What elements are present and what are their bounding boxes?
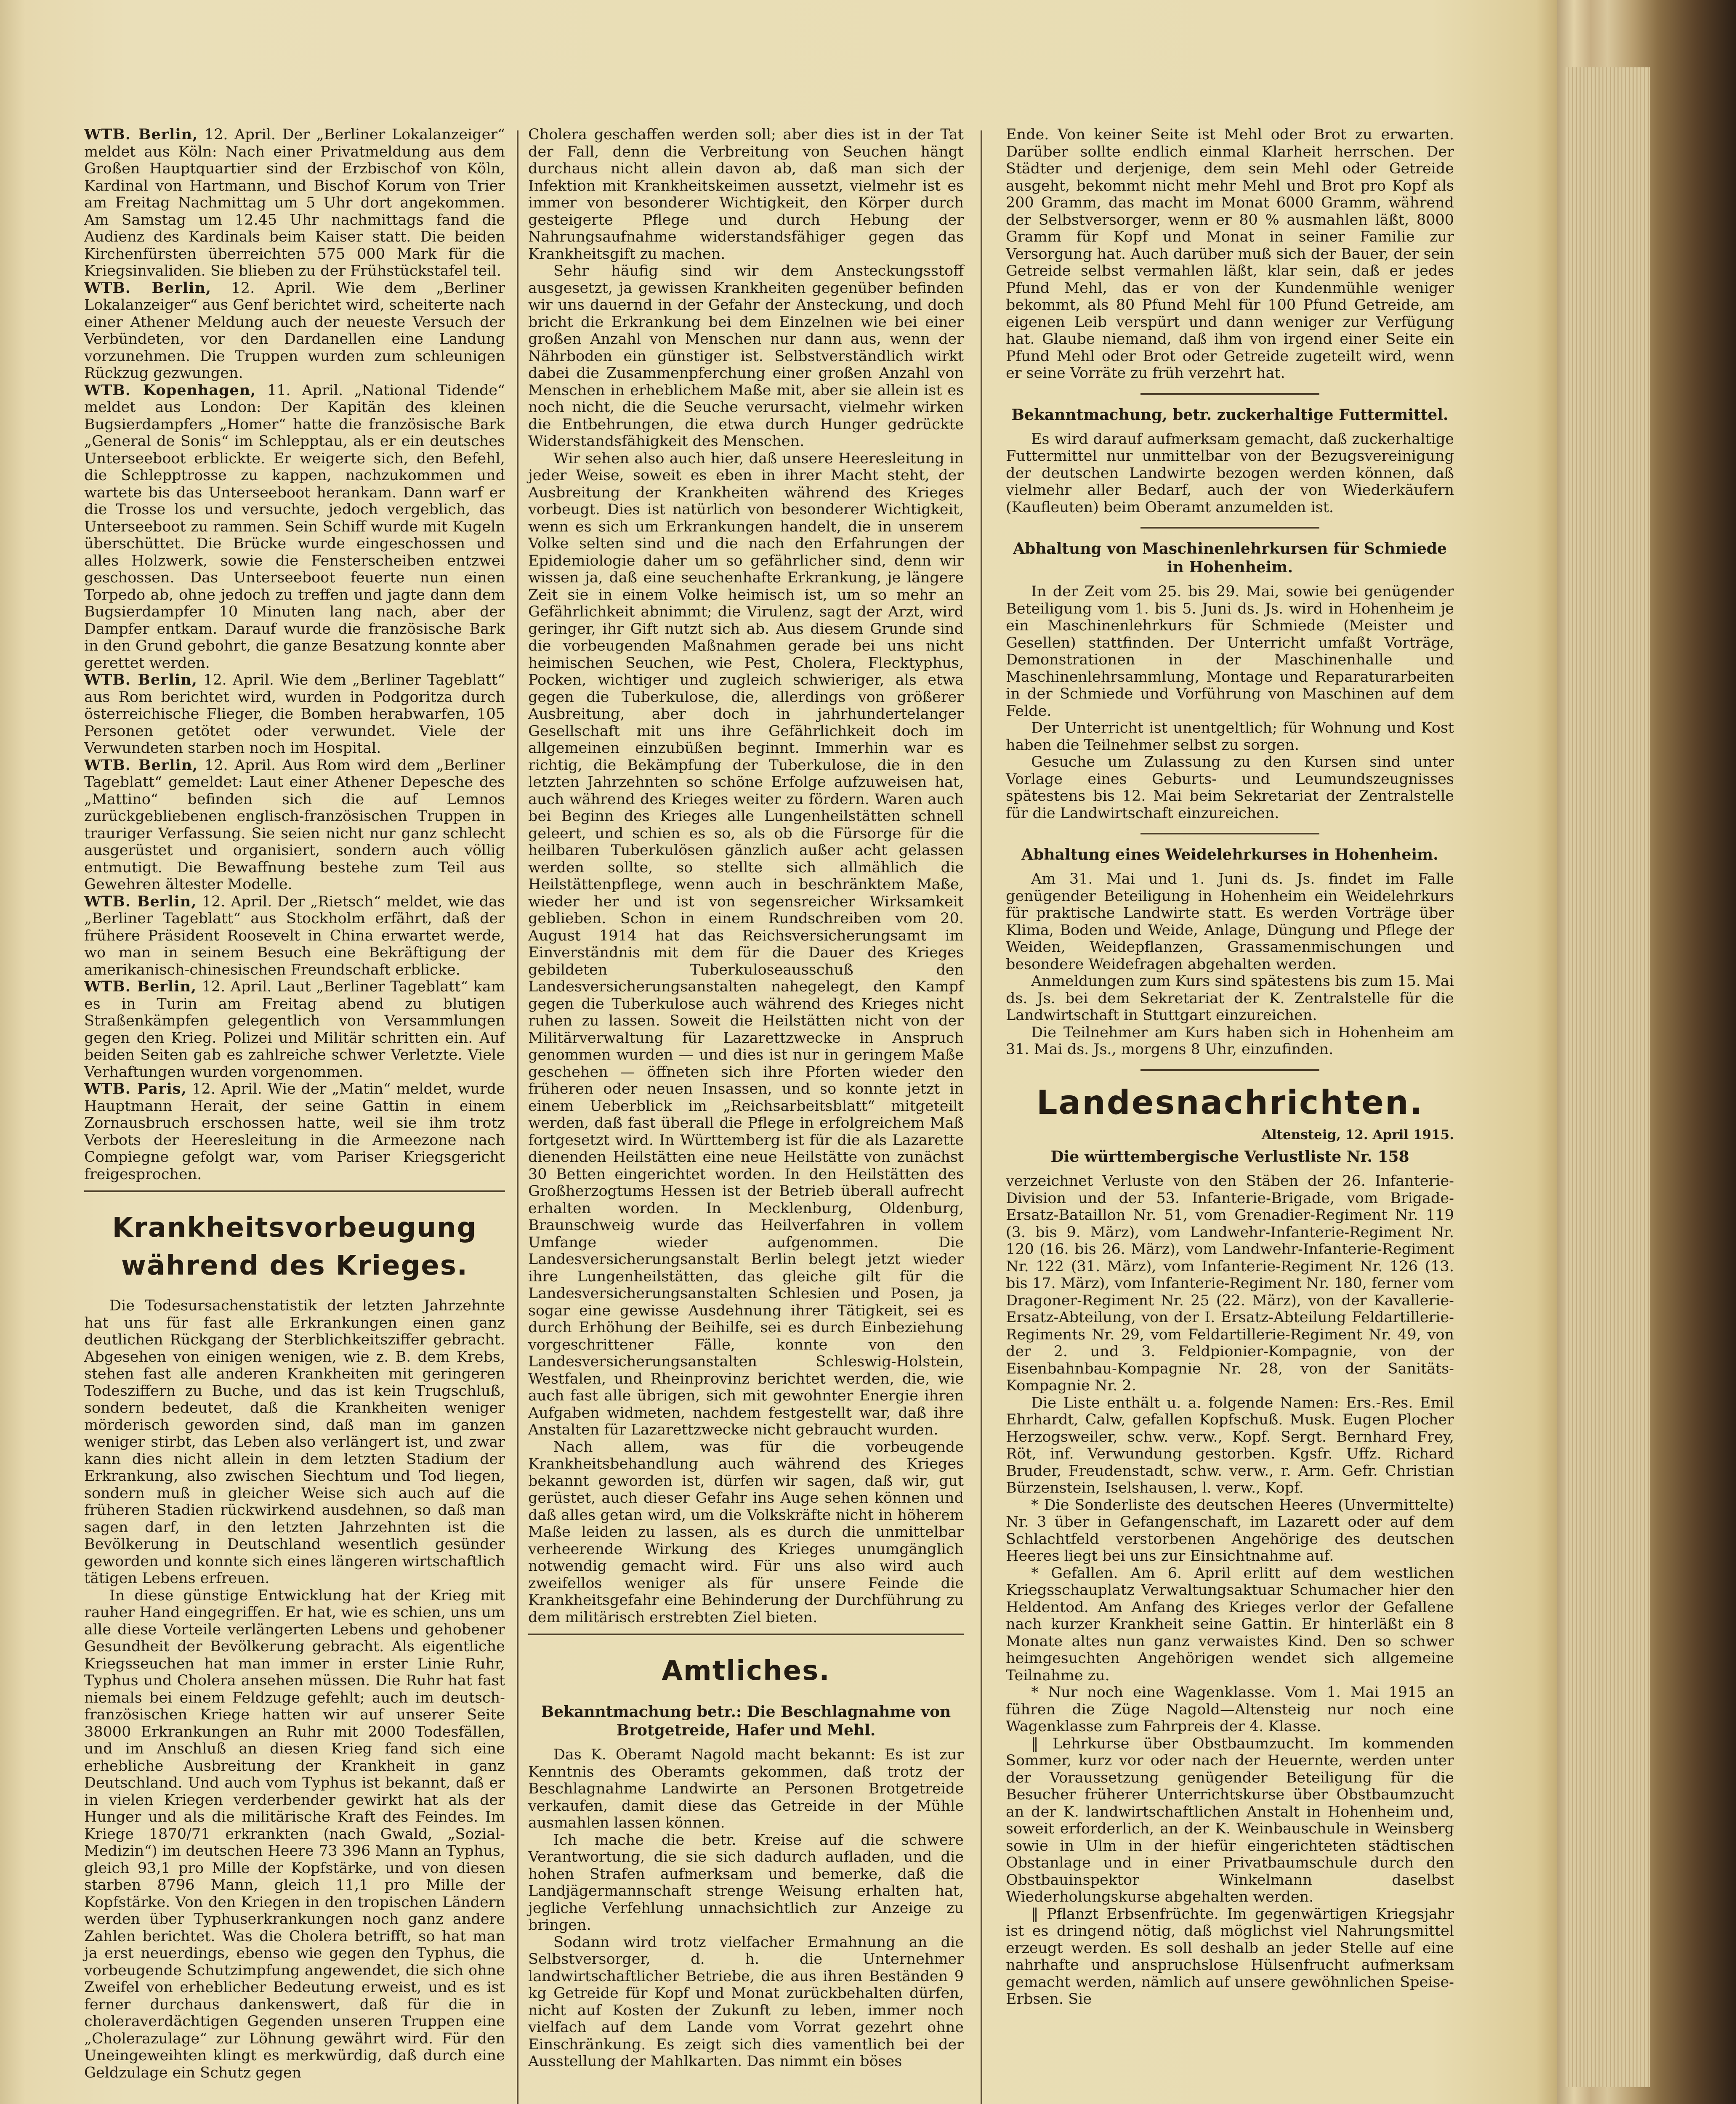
news-text: 12. April. Wie dem „Berliner Tageblatt“ aus Rom berichtet wird, wurden in Podgoritza durch österreichische Flieger, die Bomben herabwarfen, 105 Personen getötet oder verwundet. Viele der Verwundeten starben noch im Hospital. [84,672,505,757]
landesnachrichten-title: Landesnachrichten. [1036,1084,1424,1122]
news-lead: WTB. Berlin, [84,279,212,297]
section-divider [528,1634,964,1635]
bekanntmachung-title: Bekanntmachung betr.: Die Beschlagnahme von Brotgetreide, Hafer und Mehl. [541,1703,951,1739]
notice-paragraph: Sodann wird trotz vielfacher Ermahnung an die Selbstversorger, d. h. die Unternehmer landwirtschaftlicher Betriebe, die aus ihren Beständen 9 kg Getreide für Kopf und Monat zurückbehalten dürfen, nicht auf Kosten der Zukunft zu leben, immer noch vielfach auf dem Lande vom Vorrat gezehrt ohne Einschränkung. Es zeigt sich dies vamentlich bei der Ausstellung der Mahlkarten. Das nimmt ein böses [528,1934,964,2070]
article-paragraph: Wir sehen also auch hier, daß unsere Heeresleitung in jeder Weise, soweit es eben in ihrer Macht steht, der Ausbreitung der Krankheiten während des Krieges vorbeugt. Dies ist natürlich von besonderer Wichtigkeit, wenn es sich um Erkrankungen handelt, die in unserem Volke selten sind und die nach den Erfahrungen der Epidemiologie daher um so gefährlicher sind, denn wir wissen ja, daß eine seuchenhafte Erkrankung, je längere Zeit sie in einem Volke heimisch ist, um so mehr an Gefährlichkeit abnimmt; die Virulenz, sagt der Arzt, wird geringer, ihr Gift nutzt sich ab. Aus diesem Grunde sind die vorbeugenden Maßnahmen gerade bei uns nicht heimischen Seuchen, wie Pest, Cholera, Flecktyphus, Pocken, wichtiger und zugleich schwieriger, als etwa gegen die Tuberkulose, die, allerdings von größerer Ausbreitung, aber doch in jahrhundertelanger Gesellschaft mit uns ihre Gefährlichkeit doch im allgemeinen einzubüßen beginnt. Immerhin war es richtig, die Bekämpfung der Tuberkulose, die in den letzten Jahrzehnten so schöne Erfolge aufzuweisen hat, auch während des Krieges weiter zu fördern. Waren auch bei Beginn des Krieges alle Lungenheilstätten schnell geleert, und schien es so, als ob die Fürsorge für die heilbaren Tuberkulösen gänzlich außer acht gelassen werden sollte, so stellte sich allmählich die Heilstättenpflege, wenn auch in beschränktem Maße, wieder her und ist von segensreicher Wirksamkeit geblieben. Schon in einem Rundschreiben vom 20. August 1914 hat das Reichsversicherungsamt im Einverständnis mit dem für die Dauer des Krieges gebildeten Tuberkuloseausschuß den Landesversicherungsanstalten nahegelegt, den Kampf gegen die Tuberkulose auch während des Krieges nicht ruhen zu lassen. Soweit die Heilstätten nicht von der Militärverwaltung für Lazarettzwecke in Anspruch genommen wurden — und dies ist nur in geringem Maße geschehen — öffneten sich ihre Pforten wieder den früheren oder neuen Insassen, und so konnte jetzt in einem Ueberblick im „Reichsarbeitsblatt“ mitgeteilt werden, daß fast überall die Pflege in erfolgreichem Maß fortgesetzt wird. In Württemberg ist für die als Lazarette dienenden Heilstätten eine neue Heilstätte von zunächst 30 Betten eingerichtet worden. In den Heilstätten des Großherzogtums Hessen ist der Betrieb überall aufrecht erhalten worden. In Mecklenburg, Oldenburg, Braunschweig wurde das Heilverfahren in vollem Umfange wieder aufgenommen. Die Landesversicherungsanstalt Berlin belegt jetzt wieder ihre Lungenheilstätten, das gleiche gilt für die Landesversicherungsanstalten Schlesien und Posen, ja sogar eine gewisse Ausdehnung ihrer Tätigkeit, sei es durch Erhöhung der Beihilfe, sei es durch Einbeziehung vorgeschrittener Fälle, konnte von den Landesversicherungsanstalten Schleswig-Holstein, Westfalen, und Rheinprovinz berichtet werden, die, wie auch fast alle übrigen, sich mit gewohnter Energie ihren Aufgaben widmeten, nachdem festgestellt war, daß ihre Anstalten für Lazarettzwecke nicht gebraucht wurden. [528,450,964,1438]
section-divider [1140,527,1319,529]
news-text: 12. April. Aus Rom wird dem „Berliner Tageblatt“ gemeldet: Laut einer Athener Depesche des „Mattino“ befinden sich die auf Lemnos zurückgebliebenen englisch-französischen Truppen in trauriger Verfassung. Sie seien nicht nur ganz schlecht ausgerüstet und organisiert, sondern auch völlig entmutigt. Die Bewaffnung bestehe zum Teil aus Gewehren ältester Modelle. [84,757,505,893]
news-text: 12. April. Der „Rietsch“ meldet, wie das „Berliner Tageblatt“ aus Stockholm erfährt, daß der frühere Präsident Roosevelt in China erwartet werde, wo man in seinem Besuch eine Bekräftigung der amerikanisch-chinesischen Freundschaft erblicke. [84,893,505,978]
news-item [84,893,505,979]
news-text: 12. April. Wie der „Matin“ meldet, wurde Hauptmann Herait, der seine Gattin in einem Zornausbruch erschossen hatte, weil sie ihm trotz Verbots der Heeresleitung in die Armeezone nach Compiegne gefolgt war, vom Pariser Kriegsgericht freigesprochen. [84,1081,505,1183]
notice-paragraph: Das K. Oberamt Nagold macht bekannt: Es ist zur Kenntnis des Oberamts gekommen, daß trotz der Beschlagnahme Landwirte an Personen Brotgetreide verkaufen, damit diese das Getreide in der Mühle ausmahlen lassen können. [528,1746,964,1831]
notice-paragraph: * Die Sonderliste des deutschen Heeres (Unvermittelte) Nr. 3 über in Gefangenschaft, im Lazarett oder auf dem Schlachtfeld verstorbenen Angehörige des deutschen Heeres liegt bei uns zur Einsichtnahme auf. [1006,1496,1454,1565]
news-lead: WTB. Paris, [84,1080,187,1097]
notice-paragraph: verzeichnet Verluste von den Stäben der 26. Infanterie-Division und der 53. Infanterie-Brigade, vom Brigade-Ersatz-Bataillon Nr. 51, vom Grenadier-Regiment Nr. 119 (3. bis 9. März), vom Landwehr-Infanterie-Regiment Nr. 120 (16. bis 26. März), vom Landwehr-Infanterie-Regiment Nr. 122 (31. März), vom Infanterie-Regiment Nr. 126 (13. bis 17. März), vom Infanterie-Regiment Nr. 180, ferner vom Dragoner-Regiment Nr. 25 (22. März), von der Kavallerie-Ersatz-Abteilung, von der I. Ersatz-Abteilung Feldartillerie-Regiments Nr. 29, vom Feldartillerie-Regiment Nr. 49, von der 2. und 3. Feldpionier-Kompagnie, von der Eisenbahnbau-Kompagnie Nr. 28, von der Sanitäts-Kompagnie Nr. 2. [1006,1173,1454,1394]
dateline: Altensteig, 12. April 1915. [1261,1127,1454,1142]
news-lead: WTB. Berlin, [84,756,198,774]
news-text: 12. April. Laut „Berliner Tageblatt“ kam es in Turin am Freitag abend zu blutigen Straßenkämpfen gelegentlich von Versammlungen gegen den Krieg. Polizei und Militär schritten ein. Auf beiden Seiten gab es zahlreiche schwer Verletzte. Viele Verhaftungen wurden vorgenommen. [84,978,505,1081]
article-paragraph: Nach allem, was für die vorbeugende Krankheitsbehandlung auch während des Krieges bekannt geworden ist, dürfen wir sagen, daß wir, gut gerüstet, auch dieser Gefahr ins Auge sehen können und daß alles getan wird, um die Volkskräfte nicht in höherem Maße leiden zu lassen, als es durch die unmittelbar verheerende Wirkung des Krieges unumgänglich notwendig gemacht wird. Für uns also wird auch zweifellos weniger als für unsere Feinde die Krankheitsgefahr eine Behinderung der Durchführung zu dem militärisch erstrebten Ziel bieten. [528,1438,964,1626]
news-item [84,382,505,672]
column-rule-2 [981,130,982,2104]
article-title: Krankheitsvorbeugung während des Krieges. [112,1212,477,1281]
notice-paragraph: Anmeldungen zum Kurs sind spätestens bis zum 15. Mai ds. Js. bei dem Sekretariat der K. Zentralstelle für die Landwirtschaft in Stuttgart einzureichen. [1006,973,1454,1024]
notice-paragraph: Ich mache die betr. Kreise auf die schwere Verantwortung, die sie sich dadurch aufladen, und die hohen Strafen aufmerksam und bemerke, daß die Landjägermannschaft strenge Weisung erhalten hat, jegliche Verfehlung unnachsichtlich zur Anzeige zu bringen. [528,1831,964,1934]
notice-paragraph: * Gefallen. Am 6. April erlitt auf dem westlichen Kriegsschauplatz Verwaltungsaktuar Schumacher hier den Heldentod. Am Anfang des Krieges verlor der Gefallene nach kurzer Krankheit seine Gattin. Er hinterläßt ein 8 Monate altes nun ganz verwaistes Kind. Den so schwer heimgesuchten Angehörigen wendet sich allgemeine Teilnahme zu. [1006,1565,1454,1684]
news-item [84,126,505,280]
section-divider [84,1190,505,1192]
news-text: 12. April. Der „Berliner Lokalanzeiger“ meldet aus Köln: Nach einer Privatmeldung aus dem Großen Hauptquartier sind der Erzbischof von Köln, Kardinal von Hartmann, und Bischof Korum von Trier am Freitag Nachmittag um 5 Uhr dort angekommen. Am Samstag um 12.45 Uhr nachmittags fand die Audienz des Kardinals beim Kaiser statt. Die beiden Kirchenfürsten überreichten 575 000 Mark für die Kriegsinvaliden. Sie blieben zu der Frühstückstafel teil. [84,126,505,279]
news-lead: WTB. Berlin, [84,893,197,910]
schmiede-title: Abhaltung von Maschinenlehrkursen für Schmiede in Hohenheim. [1013,540,1447,576]
notice-paragraph: ‖ Lehrkurse über Obstbaumzucht. Im kommenden Sommer, kurz vor oder nach der Heuernte, werden unter der Voraussetzung genügender Beteiligung für die Besucher früherer Unterrichtskurse über Obstbaumzucht an der K. landwirtschaftlichen Anstalt in Hohenheim und, soweit erforderlich, an der K. Weinbauschule in Weinsberg sowie in Ulm in der hiefür eingerichteten städtischen Obstanlage und in einer Privatbaumschule durch den Obstbauinspektor Winkelmann daselbst Wiederholungskurse abgehalten werden. [1006,1735,1454,1905]
section-divider [1140,833,1319,834]
book-spine [1557,0,1736,2104]
page-edges [1566,67,1650,2087]
article-paragraph: Cholera geschaffen werden soll; aber dies ist in der Tat der Fall, denn die Verbreitung von Seuchen hängt durchaus nicht allein davon ab, daß man sich der Infektion mit Krankheitskeimen aussetzt, vielmehr ist es immer von besonderer Wichtigkeit, den Körper durch gesteigerte Pflege und durch Hebung der Nahrungsaufnahme widerstandsfähiger gegen das Krankheitsgift zu machen. [528,126,964,263]
news-item [84,757,505,893]
column-left [84,126,505,2081]
notice-paragraph: Ende. Von keiner Seite ist Mehl oder Brot zu erwarten. Darüber sollte endlich einmal Klarheit herrschen. Der Städter und derjenige, dem sein Mehl oder Getreide ausgeht, bekommt nicht mehr Mehl und Brot pro Kopf als 200 Gramm, das macht im Monat 6000 Gramm, während der Selbstversorger, wenn er 80 % ausmahlen läßt, 8000 Gramm für Kopf und Monat in seiner Familie zur Versorgung hat. Auch darüber muß sich der Bauer, der sein Getreide selbst vermahlen läßt, klar sein, daß er jedes Pfund Mehl, das er von der Kundenmühle weniger bekommt, als 80 Pfund Mehl für 100 Pfund Getreide, am eigenen Leib verspürt und dann weniger zur Verfügung hat. Glaube niemand, daß ihm von irgend einer Seite ein Pfund Mehl oder Brot oder Getreide zugeteilt wird, wenn er seine Vorräte zu früh verzehrt hat. [1006,126,1454,382]
news-lead: WTB. Kopenhagen, [84,381,256,399]
news-lead: WTB. Berlin, [84,978,197,995]
notice-paragraph: Der Unterricht ist unentgeltlich; für Wohnung und Kost haben die Teilnehmer selbst zu sorgen. [1006,720,1454,754]
column-rule-1 [517,130,518,2104]
article-paragraph: Sehr häufig sind wir dem Ansteckungsstoff ausgesetzt, ja gewissen Krankheiten gegenüber befinden wir uns dauernd in der Gefahr der Ansteckung, und doch bricht die Erkrankung bei dem Einzelnen wie bei einer großen Anzahl von Menschen nur dann aus, wenn der Nährboden ein günstiger ist. Selbstverständlich wirkt dabei die Zusammenpferchung einer großen Anzahl von Menschen in erheblichem Maße mit, aber sie allein ist es noch nicht, die die Seuche verursacht, vielmehr wirken die Entbehrungen, die etwa durch Hunger gedrückte Widerstandsfähigkeit des Menschen. [528,263,964,450]
verlustliste-title: Die württembergische Verlustliste Nr. 158 [1050,1148,1409,1166]
amtliches-title: Amtliches. [662,1655,830,1687]
news-text: 11. April. „National Tidende“ meldet aus London: Der Kapitän des kleinen Bugsierdampfers „Homer“ hatte die französische Bark „General de Sonis“ im Schlepptau, als er ein deutsches Unterseeboot erblickte. Er weigerte sich, den Befehl, die Schlepptrosse zu kappen, nachzukommen und wartete bis das Unterseeboot herankam. Dann warf er die Trosse los und versuchte, jedoch vergeblich, das Unterseeboot zu rammen. Sein Schiff wurde mit Kugeln überschüttet. Die Brücke wurde eingeschossen und alles Holzwerk, sowie die Fensterscheiben entzwei geschossen. Das Unterseeboot feuerte nun einen Torpedo ab, ohne jedoch zu treffen und jagte dann dem Bugsierdampfer 10 Minuten lang nach, aber der Dampfer entkam. Darauf wurde die französische Bark in den Grund gebohrt, die ganze Besatzung konnte aber gerettet werden. [84,382,505,672]
news-text: 12. April. Wie dem „Berliner Lokalanzeiger“ aus Genf berichtet wird, scheiterte nach einer Athener Meldung auch der neueste Versuch der Verbündeten, vor den Dardanellen eine Landung vorzunehmen. Die Truppen wurden zum schleunigen Rückzug gezwungen. [84,279,505,382]
notice-paragraph: * Nur noch eine Wagenklasse. Vom 1. Mai 1915 an führen die Züge Nagold—Altensteig nur noch eine Wagenklasse zum Fahrpreis der 4. Klasse. [1006,1684,1454,1735]
notice-paragraph: Die Teilnehmer am Kurs haben sich in Hohenheim am 31. Mai ds. Js., morgens 8 Uhr, einzufinden. [1006,1024,1454,1058]
news-lead: WTB. Berlin, [84,126,198,143]
news-lead: WTB. Berlin, [84,671,197,688]
notice-paragraph: Die Liste enthält u. a. folgende Namen: Ers.-Res. Emil Ehrhardt, Calw, gefallen Kopfschuß. Musk. Eugen Plocher Herzogsweiler, schw. verw., Kopf. Sergt. Bernhard Frey, Röt, inf. Verwundung gestorben. Kgsfr. Uffz. Richard Bruder, Freudenstadt, schw. verw., r. Arm. Gefr. Christian Bürzenstein, Iselshausen, l. verw., Kopf. [1006,1394,1454,1496]
article-paragraph: Die Todesursachenstatistik der letzten Jahrzehnte hat uns für fast alle Erkrankungen einen ganz deutlichen Rückgang der Sterblichkeitsziffer gebracht. Abgesehen von einigen wenigen, wie z. B. dem Krebs, stehen fast alle anderen Krankheiten mit geringeren Todesziffern zu Buche, und das ist kein Trugschluß, sondern bedeutet, daß die Krankheiten weniger mörderisch geworden sind, daß man im ganzen weniger stirbt, das Leben also verlängert ist, und zwar kann dies nicht allein in dem letzten Stadium der Erkrankung, also zwischen Siechtum und Tod liegen, sondern muß in gleicher Weise sich auch auf die früheren Stadien rückwirkend ausdehnen, so daß man sagen darf, in den letzten Jahrzehnten ist die Bevölkerung in Deutschland wesentlich gesünder geworden und konnte sich eines längeren wirtschaftlich tätigen Lebens erfreuen. [84,1297,505,1587]
article-paragraph: In diese günstige Entwicklung hat der Krieg mit rauher Hand eingegriffen. Er hat, wie es schien, uns um alle diese Vorteile verlängerten Lebens und gehobener Gesundheit der Bevölkerung gebracht. Als eigentliche Kriegsseuchen hat man immer in erster Linie Ruhr, Typhus und Cholera ansehen müssen. Die Ruhr hat fast niemals bei einem Feldzuge gefehlt; auch im deutsch-französischen Kriege hatten wir auf unserer Seite 38000 Erkrankungen an Ruhr mit 2000 Todesfällen, und im Anschluß an diesen Krieg fand sich eine erhebliche Ausbreitung der Krankheit in ganz Deutschland. Und auch vom Typhus ist bekannt, daß er in vielen Kriegen verderbender gewirkt hat als der Hunger und als die militärische Kraft des Feindes. Im Kriege 1870/71 erkrankten (nach Gwald, „Sozial-Medizin“) im deutschen Heere 73 396 Mann an Typhus, gleich 93,1 pro Mille der Kopfstärke, und von diesen starben 8796 Mann, gleich 11,1 pro Mille der Kopfstärke. Von den Kriegen in den tropischen Ländern werden über Typhuserkrankungen noch ganz andere Zahlen berichtet. Was die Cholera betrifft, so hat man ja erst neuerdings, ebenso wie gegen den Typhus, die vorbeugende Schutzimpfung angewendet, die sich ohne Zweifel von erheblicher Bedeutung erweist, und es ist ferner durchaus dankenswert, daß für die in choleraverdächtigen Gegenden unseren Truppen eine „Cholerazulage“ zur Löhnung gewährt wird. Für den Uneingeweihten klingt es merkwürdig, daß durch eine Geldzulage ein Schutz gegen [84,1587,505,2081]
futtermittel-title: Bekanntmachung, betr. zuckerhaltige Futtermittel. [1011,406,1449,424]
news-item [84,672,505,757]
notice-paragraph: Es wird darauf aufmerksam gemacht, daß zuckerhaltige Futtermittel nur unmittelbar von der Bezugsvereinigung der deutschen Landwirte bezogen werden können, daß vielmehr aller Bedarf, auch der von Wiederkäufern (Kaufleuten) beim Oberamt anzumelden ist. [1006,430,1454,516]
notice-paragraph: Gesuche um Zulassung zu den Kursen sind unter Vorlage eines Geburts- und Leumundszeugnisses spätestens bis 12. Mai beim Sekretariat der Zentralstelle für die Landwirtschaft einzureichen. [1006,754,1454,822]
column-middle [528,126,964,2070]
notice-paragraph: In der Zeit vom 25. bis 29. Mai, sowie bei genügender Beteiligung vom 1. bis 5. Juni ds. Js. wird in Hohenheim je ein Maschinenlehrkurs für Schmiede (Meister und Gesellen) stattfinden. Der Unterricht umfaßt Vorträge, Demonstrationen in der Maschinenhalle und Maschinenlehrsammlung, Montage und Reparaturarbeiten in der Schmiede und Vorführung von Maschinen auf dem Felde. [1006,583,1454,720]
news-item [84,1081,505,1183]
notice-paragraph: ‖ Pflanzt Erbsenfrüchte. Im gegenwärtigen Kriegsjahr ist es dringend nötig, daß möglichst viel Nahrungsmittel erzeugt werden. Es soll deshalb an jeder Stelle auf eine nahrhafte und anspruchslose Hülsenfrucht aufmerksam gemacht werden, nämlich auf unsere gewöhnlichen Speise-Erbsen. Sie [1006,1905,1454,2008]
news-item [84,280,505,382]
section-divider [1140,1069,1319,1071]
notice-paragraph: Am 31. Mai und 1. Juni ds. Js. findet im Falle genügender Beteiligung in Hohenheim ein Weidelehrkurs für praktische Landwirte statt. Es werden Vorträge über Klima, Boden und Weide, Anlage, Düngung und Pflege der Weiden, Weidepflanzen, Grassamenmischungen und besondere Weidefragen abgehalten werden. [1006,871,1454,973]
news-item [84,978,505,1081]
section-divider [1140,393,1319,395]
column-right [1006,126,1454,2008]
weide-title: Abhaltung eines Weidelehrkurses in Hohenheim. [1021,846,1438,863]
